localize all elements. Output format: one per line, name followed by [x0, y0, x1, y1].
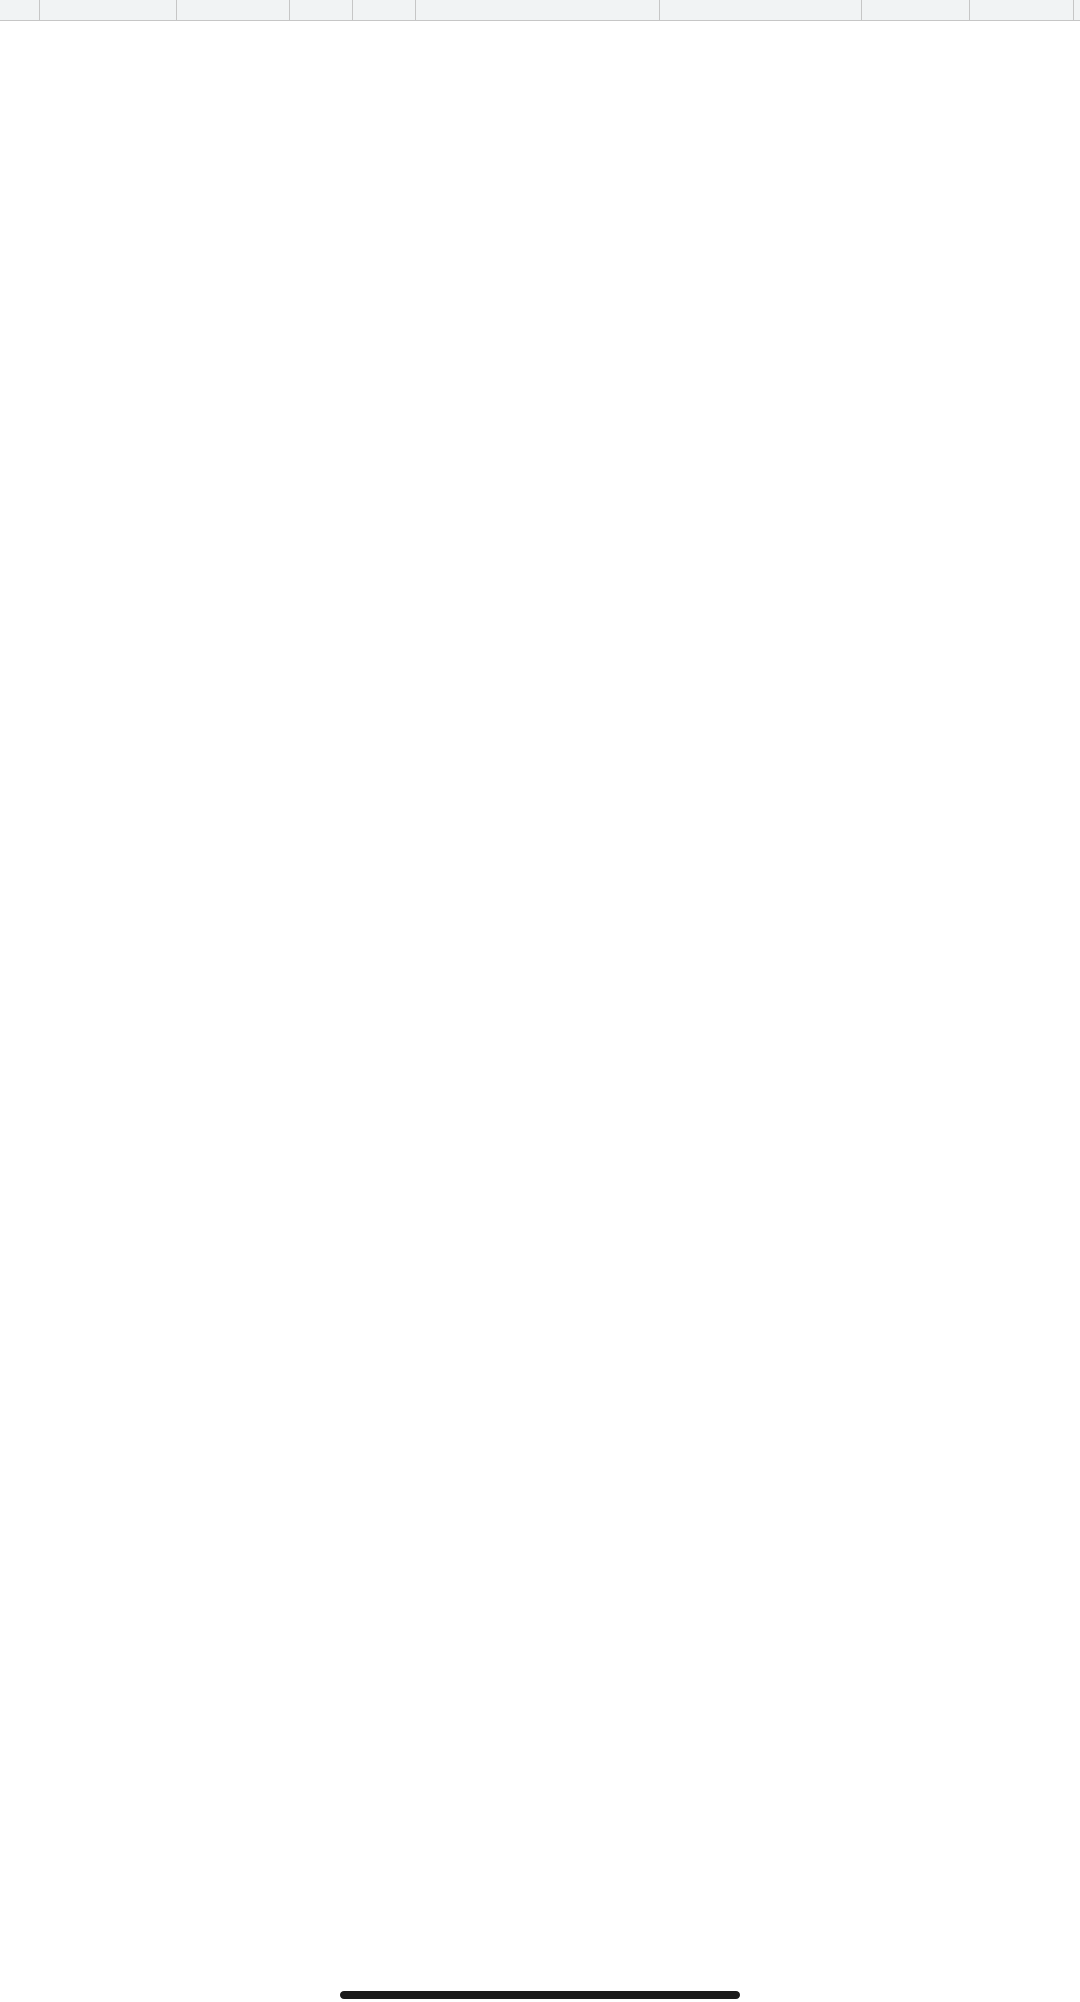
column-header-f[interactable] — [353, 0, 416, 20]
corner-cell[interactable] — [0, 0, 40, 20]
home-indicator[interactable] — [340, 1991, 740, 1999]
column-header-g[interactable] — [416, 0, 660, 20]
column-header-d[interactable] — [177, 0, 290, 20]
column-header-h[interactable] — [660, 0, 862, 20]
column-header-bar — [0, 0, 1080, 21]
column-header-j[interactable] — [970, 0, 1074, 20]
column-header-e[interactable] — [290, 0, 353, 20]
column-header-k[interactable] — [1074, 0, 1080, 20]
column-header-i[interactable] — [862, 0, 970, 20]
column-header-c[interactable] — [40, 0, 177, 20]
